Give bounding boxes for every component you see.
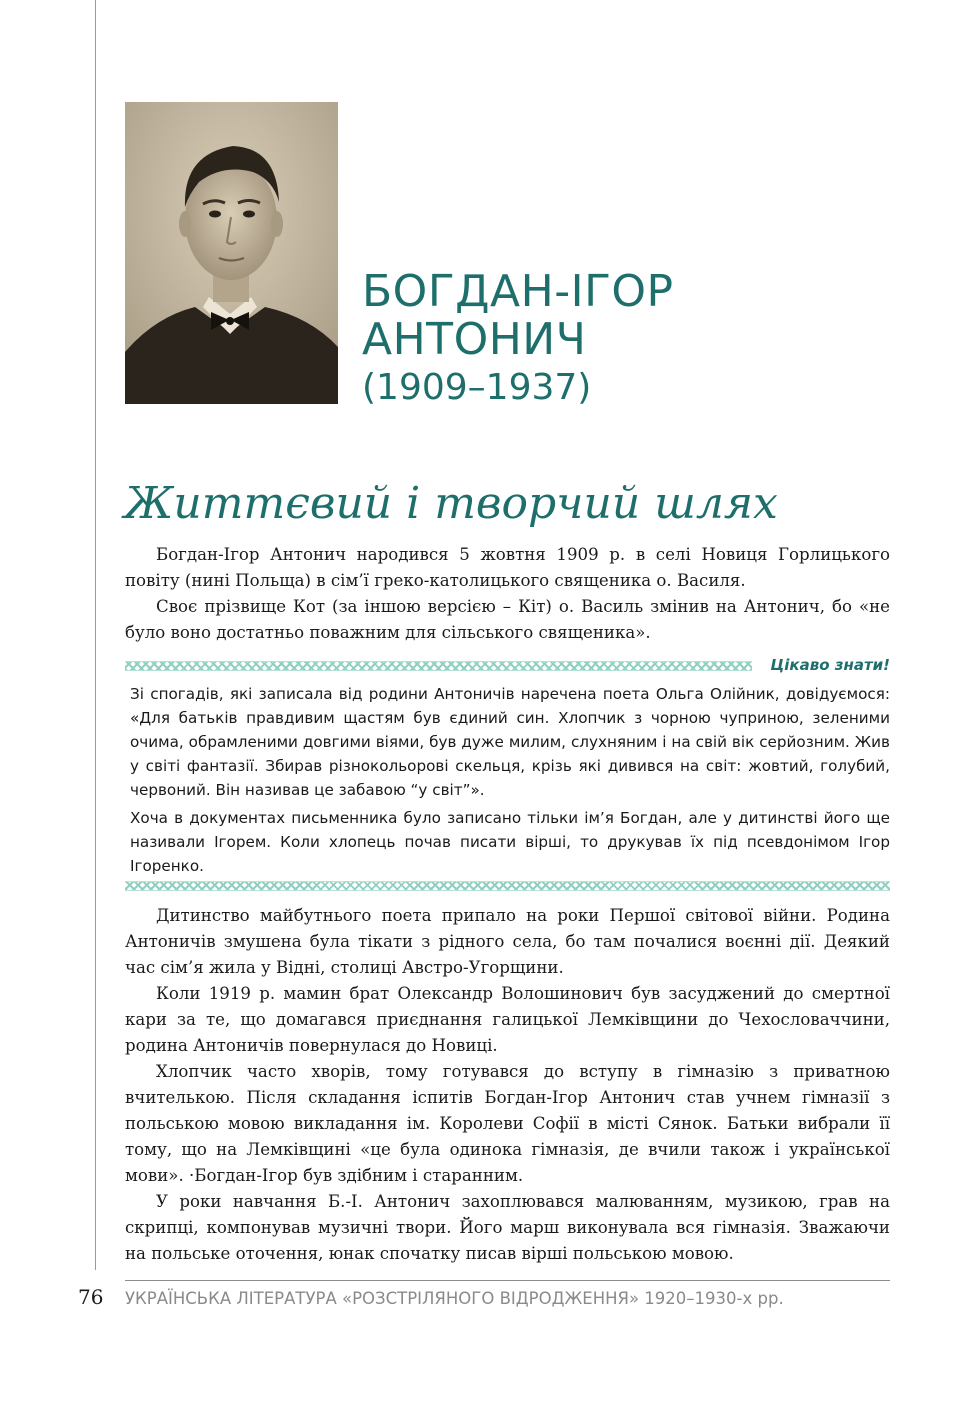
section-title: Життєвий і творчий шлях — [124, 478, 778, 529]
paragraph: Хлопчик часто хворів, тому готувався до вступу в гімназію з приватною вчителькою. Після складання іспитів Богдан-Ігор Антонич став учнем гімназії з польською мовою викладання ім. Королеви Софії в місті Сянок. Батьки вибрали її тому, що на Лемківщині «це була одинока гімназія, де вчили також і української мови». ·Богдан-Ігор був здібним і старанним. — [125, 1062, 890, 1185]
fact-box-top-band — [125, 661, 752, 671]
intro-text — [125, 542, 890, 646]
portrait-image — [125, 102, 338, 404]
author-name-line1: БОГДАН-ІГОР — [362, 266, 674, 317]
author-portrait — [125, 102, 338, 404]
paragraph: Богдан-Ігор Антонич народився 5 жовтня 1909 р. в селі Новиця Горлицького повіту (нині Польща) в сім’ї греко-католицького священика о. Василя. — [125, 545, 890, 590]
page-number: 76 — [78, 1285, 104, 1309]
running-head: УКРАЇНСЬКА ЛІТЕРАТУРА «РОЗСТРІЛЯНОГО ВІДРОДЖЕННЯ» 1920–1930-х рр. — [125, 1289, 784, 1308]
fact-box-label: Цікаво знати! — [770, 656, 890, 674]
author-name — [362, 268, 674, 364]
paragraph: Своє прізвище Кот (за іншою версією – Кіт) о. Василь змінив на Антонич, бо «не було воно достатньо поважним для сільського священика». — [125, 597, 890, 642]
fact-box — [125, 682, 890, 882]
paragraph: Дитинство майбутнього поета припало на роки Першої світової війни. Родина Антоничів змушена була тікати з рідного села, бо там почалися воєнні дії. Деякий час сім’я жила у Відні, столиці Австро-Угорщини. — [125, 906, 890, 977]
footer-rule — [125, 1280, 890, 1281]
paragraph: Коли 1919 р. мамин брат Олександр Волошинович був засуджений до смертної кари за те, що домагався приєднання галицької Лемківщини до Чехословаччини, родина Антоничів повернулася до Новиці. — [125, 984, 890, 1055]
fact-box-bottom-band — [125, 881, 890, 891]
author-years: (1909–1937) — [362, 367, 592, 408]
margin-rule — [95, 0, 96, 1270]
main-text — [125, 903, 890, 1267]
author-name-line2: АНТОНИЧ — [362, 314, 587, 365]
fact-paragraph: Зі спогадів, які записала від родини Антоничів наречена поета Ольга Олійник, довідуємося: «Для батьків правдивим щастям був єдиний син. Хлопчик з чорною чуприною, зеленими очима, обрамленими довгими віями, був дуже милим, слухняним і на свій вік серйозним. Жив у світі фантазії. Збирав різнокольорові скельця, крізь які дивився на світ: жовтий, голубий, червоний. Він називав це забавою “у світ”». — [130, 685, 890, 799]
paragraph: У роки навчання Б.-І. Антонич захоплювався малюванням, музикою, грав на скрипці, компонував музичні твори. Його марш виконувала вся гімназія. Зважаючи на польське оточення, юнак спочатку писав вірші польською мовою. — [125, 1192, 890, 1263]
fact-paragraph: Хоча в документах письменника було записано тільки ім’я Богдан, але у дитинстві його ще називали Ігорем. Коли хлопець почав писати вірші, то друкував їх під псевдонімом Ігор Ігоренко. — [130, 809, 890, 875]
